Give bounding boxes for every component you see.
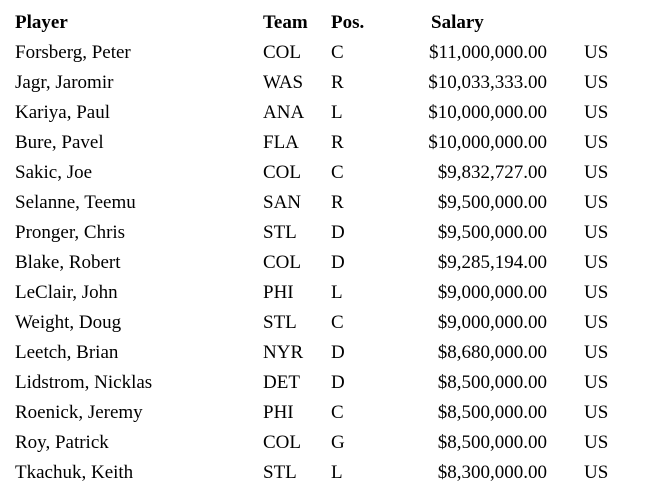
cell-currency: US [584,132,609,153]
cell-currency: US [584,162,609,183]
cell-salary: $9,832,727.00 [437,162,547,183]
table-row [0,188,662,218]
header-salary: Salary [431,12,484,33]
cell-player: Kariya, Paul [15,102,110,123]
table-row [0,128,662,158]
cell-player: Lidstrom, Nicklas [15,372,153,393]
cell-player: LeClair, John [15,282,118,303]
table-row [0,338,662,368]
cell-team: COL [263,162,301,183]
cell-currency: US [584,72,609,93]
cell-salary: $9,000,000.00 [437,282,547,303]
cell-currency: US [584,312,609,333]
cell-salary: $8,500,000.00 [437,372,547,393]
cell-player: Bure, Pavel [15,132,104,153]
cell-player: Roenick, Jeremy [15,402,143,423]
cell-team: COL [263,432,301,453]
cell-pos: D [331,342,345,363]
cell-pos: L [331,282,343,303]
table-row [0,398,662,428]
cell-currency: US [584,42,609,63]
table-row [0,458,662,488]
cell-pos: C [331,312,344,333]
header-team: Team [263,12,308,33]
cell-team: NYR [263,342,304,363]
cell-salary: $10,000,000.00 [428,132,547,153]
cell-pos: R [331,192,344,213]
cell-pos: G [331,432,345,453]
cell-salary: $9,000,000.00 [437,312,547,333]
header-pos: Pos. [331,12,365,33]
cell-player: Tkachuk, Keith [15,462,134,483]
cell-team: PHI [263,402,294,423]
cell-player: Selanne, Teemu [15,192,136,213]
cell-currency: US [584,432,609,453]
cell-salary: $10,000,000.00 [428,102,547,123]
cell-salary: $8,300,000.00 [437,462,547,483]
cell-salary: $8,680,000.00 [437,342,547,363]
cell-pos: C [331,402,344,423]
cell-currency: US [584,372,609,393]
table-row [0,248,662,278]
table-row [0,278,662,308]
cell-team: COL [263,252,301,273]
table-row [0,368,662,398]
cell-currency: US [584,222,609,243]
cell-player: Jagr, Jaromir [15,72,114,93]
cell-player: Leetch, Brian [15,342,119,363]
cell-player: Blake, Robert [15,252,121,273]
table-row [0,158,662,188]
header-player: Player [15,12,68,33]
table-row [0,38,662,68]
cell-team: FLA [263,132,299,153]
cell-pos: C [331,42,344,63]
table-row [0,218,662,248]
cell-pos: D [331,372,345,393]
cell-team: STL [263,222,297,243]
cell-player: Pronger, Chris [15,222,126,243]
cell-team: DET [263,372,300,393]
cell-currency: US [584,462,609,483]
cell-salary: $10,033,333.00 [428,72,547,93]
cell-player: Roy, Patrick [15,432,109,453]
cell-pos: R [331,132,344,153]
cell-salary: $9,500,000.00 [437,222,547,243]
cell-pos: R [331,72,344,93]
cell-currency: US [584,192,609,213]
cell-team: SAN [263,192,302,213]
cell-currency: US [584,252,609,273]
cell-team: STL [263,462,297,483]
cell-team: STL [263,312,297,333]
cell-currency: US [584,282,609,303]
cell-currency: US [584,102,609,123]
cell-team: ANA [263,102,305,123]
table-row [0,308,662,338]
cell-team: PHI [263,282,294,303]
table-header-row [0,8,662,38]
table-row [0,98,662,128]
table-row [0,68,662,98]
cell-salary: $9,500,000.00 [437,192,547,213]
table-row [0,428,662,458]
cell-pos: C [331,162,344,183]
cell-currency: US [584,342,609,363]
cell-salary: $8,500,000.00 [437,402,547,423]
cell-salary: $8,500,000.00 [437,432,547,453]
cell-salary: $9,285,194.00 [437,252,547,273]
cell-player: Forsberg, Peter [15,42,131,63]
cell-pos: L [331,462,343,483]
cell-currency: US [584,402,609,423]
cell-team: COL [263,42,301,63]
cell-team: WAS [263,72,304,93]
cell-salary: $11,000,000.00 [428,42,547,63]
cell-player: Weight, Doug [15,312,122,333]
cell-player: Sakic, Joe [15,162,93,183]
cell-pos: L [331,102,343,123]
cell-pos: D [331,222,345,243]
cell-pos: D [331,252,345,273]
